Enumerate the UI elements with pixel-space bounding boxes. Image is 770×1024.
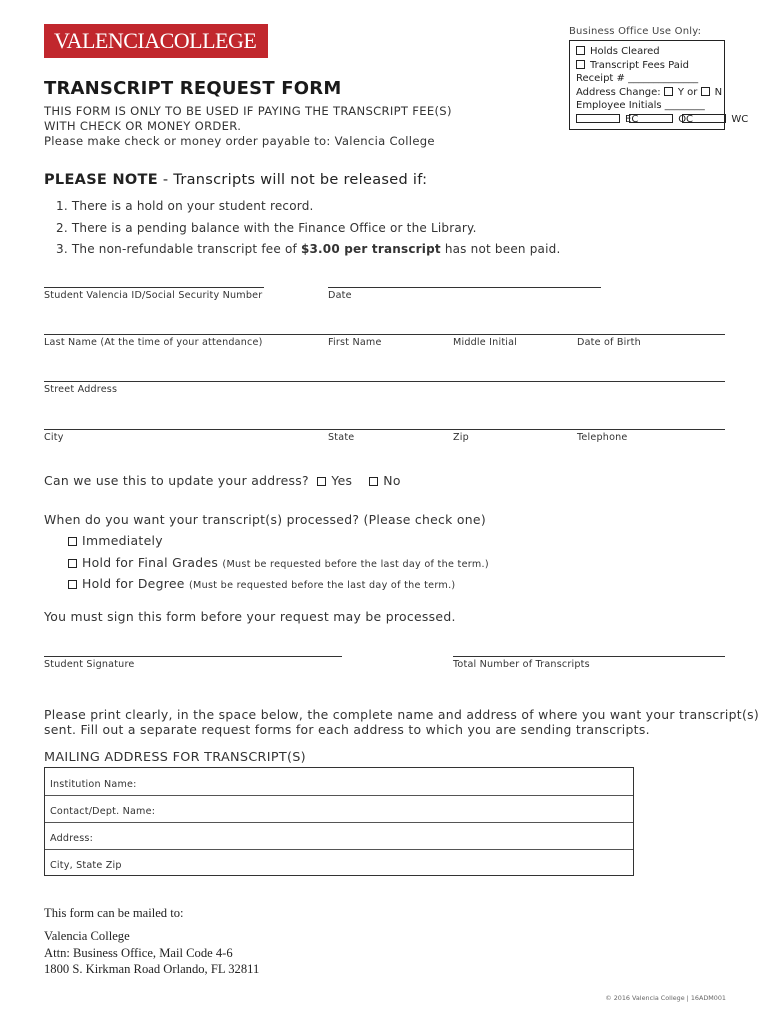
first-name-label: First Name xyxy=(328,337,382,348)
please-note-heading xyxy=(44,172,427,188)
degree-checkbox[interactable] xyxy=(68,580,77,589)
oc-label: OC xyxy=(678,113,694,125)
note-list xyxy=(56,196,560,261)
city-label: City xyxy=(44,432,64,443)
immediately-checkbox[interactable] xyxy=(68,537,77,546)
student-id-field[interactable] xyxy=(44,287,264,288)
city-state-zip-label: City, State Zip xyxy=(50,860,122,871)
mail-to-line: Valencia College xyxy=(44,929,130,943)
no-checkbox[interactable] xyxy=(369,477,378,486)
signature-label: Student Signature xyxy=(44,659,135,670)
degree-note: (Must be requested before the last day of the term.) xyxy=(188,580,456,591)
print-instructions xyxy=(44,707,759,737)
intro-line: WITH CHECK OR MONEY ORDER. xyxy=(44,119,242,133)
mail-to-line: 1800 S. Kirkman Road Orlando, FL 32811 xyxy=(44,962,260,976)
mailing-address-heading: MAILING ADDRESS FOR TRANSCRIPT(S) xyxy=(44,750,306,765)
fees-paid-label: Transcript Fees Paid xyxy=(590,59,689,71)
final-grades-checkbox[interactable] xyxy=(68,559,77,568)
yes-label: Yes xyxy=(331,473,353,488)
mail-to-address xyxy=(44,928,259,978)
address-y-label: Y or xyxy=(677,86,698,98)
mailing-address-box xyxy=(44,767,634,876)
address-label: Address: xyxy=(50,833,94,844)
print-line: Please print clearly, in the space below, the complete name and address of where you want your transcript(s) xyxy=(44,707,759,722)
please-note-bold: PLEASE NOTE xyxy=(44,172,158,188)
institution-label: Institution Name: xyxy=(50,779,137,790)
total-transcripts-label: Total Number of Transcripts xyxy=(453,659,590,670)
option-immediately xyxy=(68,533,163,548)
form-intro xyxy=(44,104,452,149)
checkbox-icon[interactable] xyxy=(629,114,673,123)
checkbox-icon[interactable] xyxy=(701,87,710,96)
institution-field[interactable] xyxy=(45,795,633,796)
ec-label: EC xyxy=(625,113,639,125)
city-field[interactable] xyxy=(44,429,725,430)
option-final-grades xyxy=(68,555,489,570)
yes-checkbox[interactable] xyxy=(317,477,326,486)
zip-label: Zip xyxy=(453,432,469,443)
employee-initials-label: Employee Initials ________ xyxy=(576,100,705,111)
intro-line: Please make check or money order payable to: Valencia College xyxy=(44,134,435,148)
final-grades-note: (Must be requested before the last day of the term.) xyxy=(222,559,489,570)
checkbox-icon[interactable] xyxy=(576,114,620,123)
checkbox-icon[interactable] xyxy=(576,46,585,55)
checkbox-icon[interactable] xyxy=(682,114,726,123)
name-field[interactable] xyxy=(44,334,725,335)
note-item: 2. There is a pending balance with the Finance Office or the Library. xyxy=(56,220,477,235)
contact-field[interactable] xyxy=(45,822,633,823)
checkbox-icon[interactable] xyxy=(664,87,673,96)
processing-question: When do you want your transcript(s) processed? (Please check one) xyxy=(44,512,486,527)
form-title: TRANSCRIPT REQUEST FORM xyxy=(44,78,342,99)
no-label: No xyxy=(383,473,401,488)
degree-label: Hold for Degree xyxy=(82,576,185,591)
college-logo: VALENCIACOLLEGE xyxy=(44,24,268,58)
middle-initial-label: Middle Initial xyxy=(453,337,518,348)
mail-to-intro: This form can be mailed to: xyxy=(44,906,184,920)
office-use-box xyxy=(569,40,749,130)
receipt-label: Receipt # ______________ xyxy=(576,73,699,84)
date-field[interactable] xyxy=(328,287,601,288)
mail-to-line: Attn: Business Office, Mail Code 4-6 xyxy=(44,945,233,960)
note-item-pre: 3. The non-refundable transcript fee of xyxy=(56,242,301,256)
telephone-label: Telephone xyxy=(577,432,628,443)
checkbox-icon[interactable] xyxy=(576,60,585,69)
holds-cleared-label: Holds Cleared xyxy=(590,46,660,57)
signature-field[interactable] xyxy=(44,656,342,657)
address-field[interactable] xyxy=(45,849,633,850)
address-update-text: Can we use this to update your address? xyxy=(44,473,309,488)
student-id-label: Student Valencia ID/Social Security Number xyxy=(44,290,263,301)
state-label: State xyxy=(328,432,355,443)
print-line: sent. Fill out a separate request forms for each address to which you are sending transcripts. xyxy=(44,722,650,737)
option-degree xyxy=(68,576,455,591)
signature-instruction: You must sign this form before your request may be processed. xyxy=(44,609,456,624)
street-address-label: Street Address xyxy=(44,384,118,395)
address-n-label: N xyxy=(714,86,723,98)
please-note-rest: - Transcripts will not be released if: xyxy=(157,172,428,188)
total-transcripts-field[interactable] xyxy=(453,656,725,657)
address-update-question xyxy=(44,473,401,488)
wc-label: WC xyxy=(731,113,749,125)
footer-copyright: © 2016 Valencia College | 16ADM001 xyxy=(605,994,726,1002)
office-use-title: Business Office Use Only: xyxy=(569,26,702,37)
note-item-post: has not been paid. xyxy=(440,242,561,256)
note-item xyxy=(56,239,560,261)
immediately-label: Immediately xyxy=(82,533,163,548)
fee-amount: $3.00 per transcript xyxy=(300,242,441,256)
final-grades-label: Hold for Final Grades xyxy=(82,555,219,570)
dob-label: Date of Birth xyxy=(577,337,641,348)
last-name-label: Last Name (At the time of your attendance) xyxy=(44,337,263,348)
intro-line: THIS FORM IS ONLY TO BE USED IF PAYING THE TRANSCRIPT FEE(S) xyxy=(44,104,452,118)
street-address-field[interactable] xyxy=(44,381,725,382)
contact-label: Contact/Dept. Name: xyxy=(50,806,156,817)
date-label: Date xyxy=(328,290,352,301)
address-change-label: Address Change: xyxy=(576,86,661,98)
note-item: 1. There is a hold on your student record. xyxy=(56,199,314,213)
